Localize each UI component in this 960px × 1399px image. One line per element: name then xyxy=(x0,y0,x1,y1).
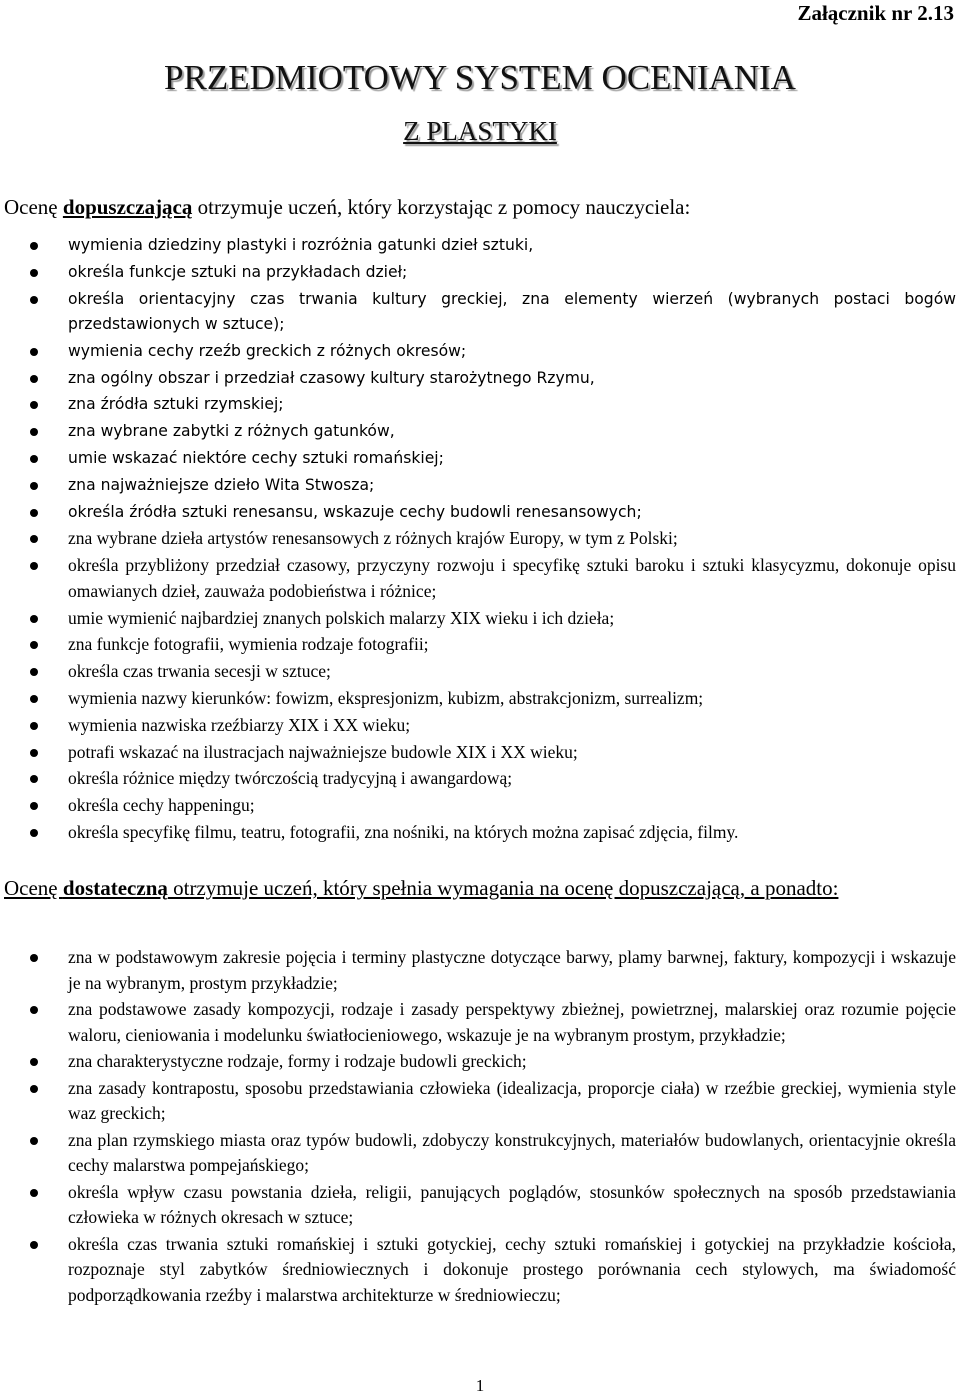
bullet-icon xyxy=(30,829,38,837)
bullet-icon xyxy=(30,482,38,490)
heading-lead: Ocenę xyxy=(4,195,63,219)
list-item xyxy=(0,1128,960,1179)
list-item xyxy=(0,260,960,286)
list-item-text: określa czas trwania secesji w sztuce; xyxy=(68,661,331,682)
bullet-icon xyxy=(30,428,38,436)
list-item xyxy=(0,553,960,604)
document-subtitle: Z PLASTYKI xyxy=(403,116,557,146)
list-item-text: zna funkcje fotografii, wymienia rodzaje fotografii; xyxy=(68,634,429,655)
list-item-text: zna w podstawowym zakresie pojęcia i terminy plastyczne dotyczące barwy, plamy barwnej, faktury, kompozycji i wskazuje je na wybranym, prostym przykładzie; xyxy=(68,947,956,993)
heading-lead: Ocenę xyxy=(4,876,63,900)
bullet-icon xyxy=(30,375,38,383)
bullet-icon xyxy=(30,401,38,409)
list-item xyxy=(0,287,960,338)
list-item-text: określa orientacyjny czas trwania kultury greckiej, zna elementy wierzeń (wybranych postaci bogów przedstawionych w sztuce); xyxy=(68,289,956,334)
list-item xyxy=(0,997,960,1048)
grade-keyword: dostateczną xyxy=(62,876,168,900)
list-item xyxy=(0,366,960,392)
bullet-icon xyxy=(30,562,38,570)
bullet-icon xyxy=(30,1189,38,1197)
list-item xyxy=(0,526,960,552)
section-heading-dostateczna xyxy=(4,875,956,901)
list-item-text: określa funkcje sztuki na przykładach dzieł; xyxy=(68,262,408,281)
list-item xyxy=(0,713,960,739)
grade-keyword: dopuszczającą xyxy=(62,195,193,219)
list-item-text: określa wpływ czasu powstania dzieła, religii, panujących poglądów, stosunków społecznych na sposób przedstawiania człowieka w różnych okresach w sztuce; xyxy=(68,1181,956,1227)
bullet-icon xyxy=(30,535,38,543)
list-item xyxy=(0,945,960,996)
list-item xyxy=(0,392,960,418)
heading-rest: otrzymuje uczeń, który korzystając z pomocy nauczyciela: xyxy=(192,195,691,219)
list-item-text: określa czas trwania sztuki romańskiej i sztuki gotyckiej, cechy sztuki romańskiej i gotyckiej na przykładzie kościoła, rozpoznaje styl zabytków średniowiecznych i dokonuje prostego porównania cech stylowych, ma świadomość podporządkowania rzeźby i malarstwa architekturze w średniowieczu; xyxy=(68,1233,956,1305)
list-item-text: wymienia nazwiska rzeźbiarzy XIX i XX wieku; xyxy=(68,714,411,735)
list-item-text: umie wskazać niektóre cechy sztuki romańskiej; xyxy=(68,449,444,468)
list-item xyxy=(0,686,960,712)
heading-rest: otrzymuje uczeń, który spełnia wymagania na ocenę dopuszczającą, a ponadto: xyxy=(167,876,839,900)
bullet-icon xyxy=(30,242,38,250)
requirements-list-dostateczna xyxy=(0,945,960,1309)
list-item-text: wymienia cechy rzeźb greckich z różnych okresów; xyxy=(68,341,467,360)
list-item xyxy=(0,1232,960,1309)
list-item xyxy=(0,446,960,472)
list-item-text: zna wybrane dzieła artystów renesansowych z różnych krajów Europy, w tym z Polski; xyxy=(68,528,678,549)
list-item xyxy=(0,793,960,819)
list-item xyxy=(0,820,960,846)
list-item xyxy=(0,500,960,526)
list-item xyxy=(0,1076,960,1127)
list-item xyxy=(0,233,960,259)
list-item-text: zna wybrane zabytki z różnych gatunków, xyxy=(68,422,395,441)
list-item-text: zna podstawowe zasady kompozycji, rodzaje i zasady perspektywy zbieżnej, powietrznej, malarskiej oraz rozumie pojęcie waloru, cieniowania i modelunku światłocieniowego, wskazuje je na wybranym prostym, przykładzie; xyxy=(68,999,956,1045)
list-item xyxy=(0,766,960,792)
bullet-icon xyxy=(30,954,38,962)
bullet-icon xyxy=(30,668,38,676)
bullet-icon xyxy=(30,1137,38,1145)
list-item-text: potrafi wskazać na ilustracjach najważniejsze budowle XIX i XX wieku; xyxy=(68,741,578,762)
list-item xyxy=(0,659,960,685)
list-item-text: określa różnice między twórczością tradycyjną i awangardową; xyxy=(68,768,513,789)
document-title: PRZEDMIOTOWY SYSTEM OCENIANIA xyxy=(164,58,796,97)
bullet-icon xyxy=(30,296,38,304)
page-number: 1 xyxy=(475,1376,485,1395)
list-item xyxy=(0,339,960,365)
bullet-icon xyxy=(30,775,38,783)
list-item xyxy=(0,473,960,499)
list-item-text: zna ogólny obszar i przedział czasowy kultury starożytnego Rzymu, xyxy=(68,368,595,387)
list-item-text: zna zasady kontrapostu, sposobu przedstawiania człowieka (idealizacja, proporcje ciała) w rzeźbie greckiej, wymienia style waz greckich; xyxy=(68,1077,956,1123)
bullet-icon xyxy=(30,1241,38,1249)
bullet-icon xyxy=(30,802,38,810)
bullet-icon xyxy=(30,1058,38,1066)
list-item xyxy=(0,632,960,658)
list-item-text: określa specyfikę filmu, teatru, fotografii, zna nośniki, na których można zapisać zdjęcia, filmy. xyxy=(68,821,739,842)
annex-label: Załącznik nr 2.13 xyxy=(797,1,954,25)
list-item xyxy=(0,1049,960,1075)
list-item-text: wymienia dziedziny plastyki i rozróżnia gatunki dzieł sztuki, xyxy=(68,236,534,254)
requirements-list-dopuszczajaca xyxy=(0,233,960,847)
list-item-text: wymienia nazwy kierunków: fowizm, ekspresjonizm, kubizm, abstrakcjonizm, surrealizm; xyxy=(68,687,704,708)
bullet-icon xyxy=(30,615,38,623)
list-item xyxy=(0,740,960,766)
bullet-icon xyxy=(30,1006,38,1014)
bullet-icon xyxy=(30,641,38,649)
list-item-text: umie wymienić najbardziej znanych polskich malarzy XIX wieku i ich dzieła; xyxy=(68,607,615,628)
list-item-text: zna najważniejsze dzieło Wita Stwosza; xyxy=(68,475,375,494)
list-item-text: określa przybliżony przedział czasowy, przyczyny rozwoju i specyfikę sztuki baroku i sztuki klasycyzmu, dokonuje opisu omawianych dzieł, zauważa podobieństwa i różnice; xyxy=(68,555,956,601)
bullet-icon xyxy=(30,509,38,517)
bullet-icon xyxy=(30,269,38,277)
bullet-icon xyxy=(30,455,38,463)
bullet-icon xyxy=(30,749,38,757)
bullet-icon xyxy=(30,348,38,356)
list-item-text: określa cechy happeningu; xyxy=(68,795,255,816)
list-item xyxy=(0,606,960,632)
section-heading-dopuszczajaca xyxy=(4,194,956,220)
bullet-icon xyxy=(30,695,38,703)
bullet-icon xyxy=(30,1085,38,1093)
list-item xyxy=(0,1180,960,1231)
list-item-text: zna plan rzymskiego miasta oraz typów budowli, zdobyczy konstrukcyjnych, materiałów budowlanych, orientacyjnie określa cechy malarstwa pompejańskiego; xyxy=(68,1129,956,1175)
list-item xyxy=(0,419,960,445)
list-item-text: zna charakterystyczne rodzaje, formy i rodzaje budowli greckich; xyxy=(68,1051,527,1071)
list-item-text: określa źródła sztuki renesansu, wskazuje cechy budowli renesansowych; xyxy=(68,502,642,521)
bullet-icon xyxy=(30,722,38,730)
list-item-text: zna źródła sztuki rzymskiej; xyxy=(68,395,284,414)
